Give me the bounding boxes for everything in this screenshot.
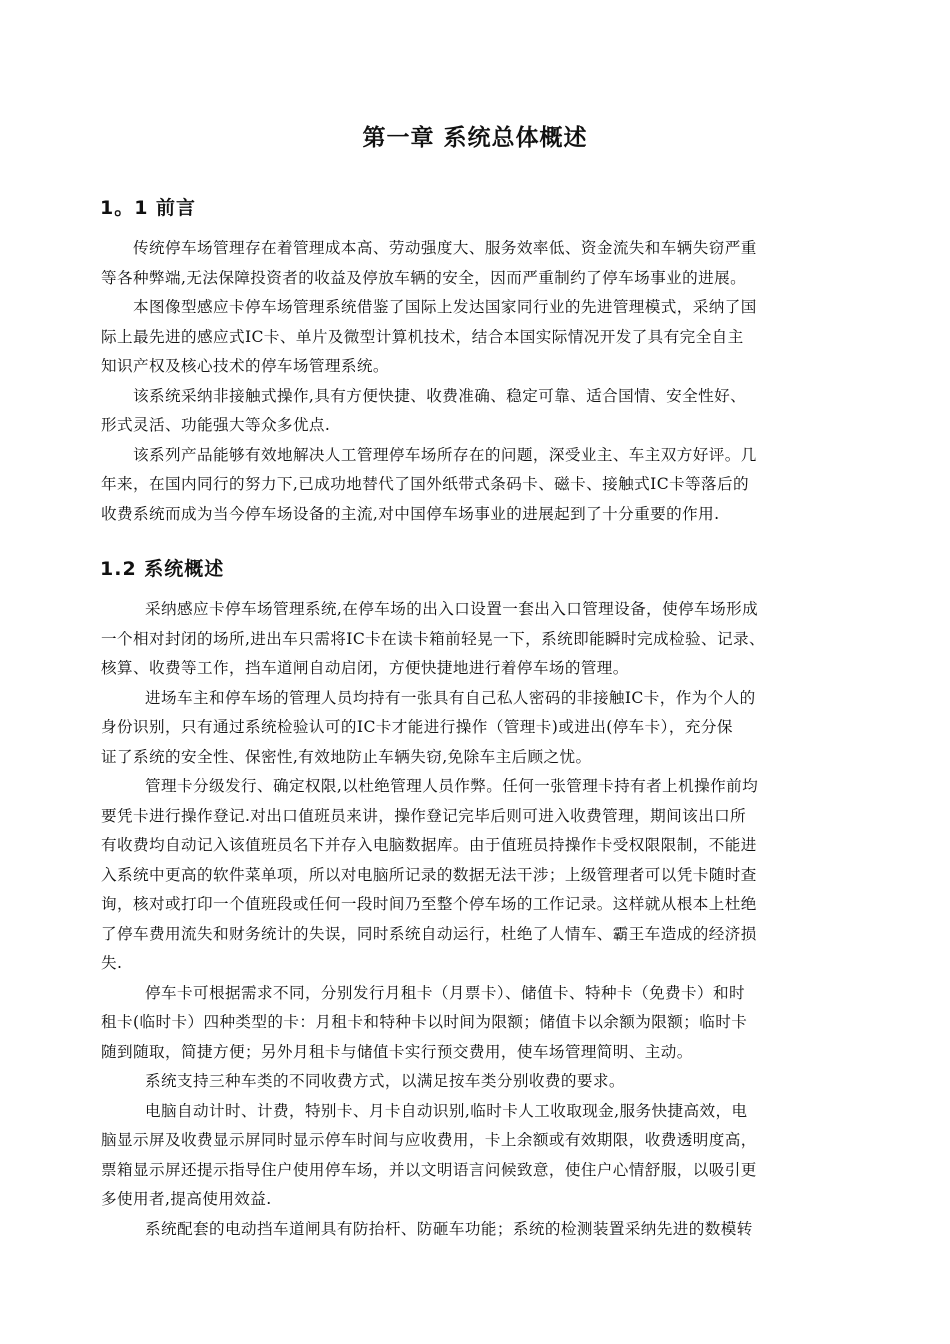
paragraph (101, 979, 853, 1068)
paragraph (101, 684, 853, 773)
text-line: 随到随取，简捷方便；另外月租卡与储值卡实行预交费用，使车场管理简明、主动。 (101, 1042, 693, 1061)
section-body-system-overview (101, 595, 853, 1244)
paragraph (101, 595, 853, 684)
text-line: 了停车费用流失和财务统计的失误，同时系统自动运行，杜绝了人情车、霸王车造成的经济损 (101, 924, 757, 943)
text-line: 有收费均自动记入该值班员名下并存入电脑数据库。由于值班员持操作卡受权限限制，不能进 (101, 836, 757, 854)
paragraph (101, 293, 853, 382)
text-line: 失. (101, 954, 123, 972)
section-body-preface (101, 234, 853, 529)
text-line: 脑显示屏及收费显示屏同时显示停车时间与应收费用，卡上余额或有效期限，收费透明度高， (101, 1131, 757, 1149)
text-line: 等各种弊端,无法保障投资者的收益及停放车辆的安全，因而严重制约了停车场事业的进展。 (101, 268, 747, 287)
text-line: 收费系统而成为当今停车场设备的主流,对中国停车场事业的进展起到了十分重要的作用. (101, 504, 720, 523)
paragraph (101, 1097, 853, 1215)
text-line: 一个相对封闭的场所,进出车只需将IC卡在读卡箱前轻晃一下，系统即能瞬时完成检验、记录、 (101, 629, 765, 648)
paragraph (101, 441, 853, 530)
text-line: 采纳感应卡停车场管理系统,在停车场的出入口设置一套出入口管理设备，使停车场形成 (145, 600, 759, 618)
text-line: 核算、收费等工作，挡车道闸自动启闭，方便快捷地进行着停车场的管理。 (101, 659, 629, 677)
text-line: 管理卡分级发行、确定权限,以杜绝管理人员作弊。任何一张管理卡持有者上机操作前均 (145, 777, 759, 795)
text-line: 该系统采纳非接触式操作,具有方便快捷、收费准确、稳定可靠、适合国情、安全性好、 (133, 386, 747, 405)
text-line: 本图像型感应卡停车场管理系统借鉴了国际上发达国家同行业的先进管理模式，采纳了国 (133, 298, 757, 316)
paragraph (101, 382, 853, 441)
text-line: 租卡(临时卡）四种类型的卡：月租卡和特种卡以时间为限额；储值卡以余额为限额；临时卡 (101, 1013, 748, 1031)
text-line: 入系统中更高的软件菜单项，所以对电脑所记录的数据无法干涉；上级管理者可以凭卡随时查 (101, 865, 757, 884)
text-line: 系统支持三种车类的不同收费方式，以满足按车类分别收费的要求。 (145, 1072, 625, 1090)
text-line: 电脑自动计时、计费，特别卡、月卡自动识别,临时卡人工收取现金,服务快捷高效，电 (145, 1101, 748, 1120)
text-line: 际上最先进的感应式IC卡、单片及微型计算机技术，结合本国实际情况开发了具有完全自主 (101, 327, 744, 346)
section-heading-preface: 1。1 前言 (100, 197, 197, 219)
text-line: 证了系统的安全性、保密性,有效地防止车辆失窃,免除车主后顾之忧。 (101, 747, 592, 766)
text-line: 身份识别，只有通过系统检验认可的IC卡才能进行操作（管理卡)或进出(停车卡），充分保 (101, 718, 733, 736)
text-line: 年来，在国内同行的努力下,已成功地替代了国外纸带式条码卡、磁卡、接触式IC卡等落后的 (101, 475, 750, 493)
text-line: 进场车主和停车场的管理人员均持有一张具有自己私人密码的非接触IC卡，作为个人的 (145, 688, 756, 707)
text-line: 知识产权及核心技术的停车场管理系统。 (101, 357, 389, 375)
text-line: 该系列产品能够有效地解决人工管理停车场所存在的问题，深受业主、车主双方好评。几 (133, 445, 757, 464)
paragraph (101, 1215, 853, 1245)
section-heading-system-overview: 1.2 系统概述 (100, 558, 225, 580)
text-line: 多使用者,提高使用效益. (101, 1190, 272, 1208)
text-line: 询，核对或打印一个值班段或任何一段时间乃至整个停车场的工作记录。这样就从根本上杜绝 (101, 895, 757, 913)
text-line: 系统配套的电动挡车道闸具有防抬杆、防砸车功能；系统的检测装置采纳先进的数模转 (145, 1219, 753, 1238)
text-line: 传统停车场管理存在着管理成本高、劳动强度大、服务效率低、资金流失和车辆失窃严重 (133, 239, 757, 257)
paragraph (101, 234, 853, 293)
text-line: 要凭卡进行操作登记.对出口值班员来讲，操作登记完毕后则可进入收费管理，期间该出口所 (101, 806, 747, 825)
chapter-title: 第一章 系统总体概述 (362, 125, 588, 151)
text-line: 票箱显示屏还提示指导住户使用停车场，并以文明语言问候致意，使住户心情舒服，以吸引更 (101, 1160, 757, 1179)
paragraph (101, 1067, 853, 1097)
text-line: 停车卡可根据需求不同，分别发行月租卡（月票卡）、储值卡、特种卡（免费卡）和时 (145, 983, 745, 1002)
paragraph (101, 772, 853, 979)
text-line: 形式灵活、功能强大等众多优点. (101, 416, 331, 434)
